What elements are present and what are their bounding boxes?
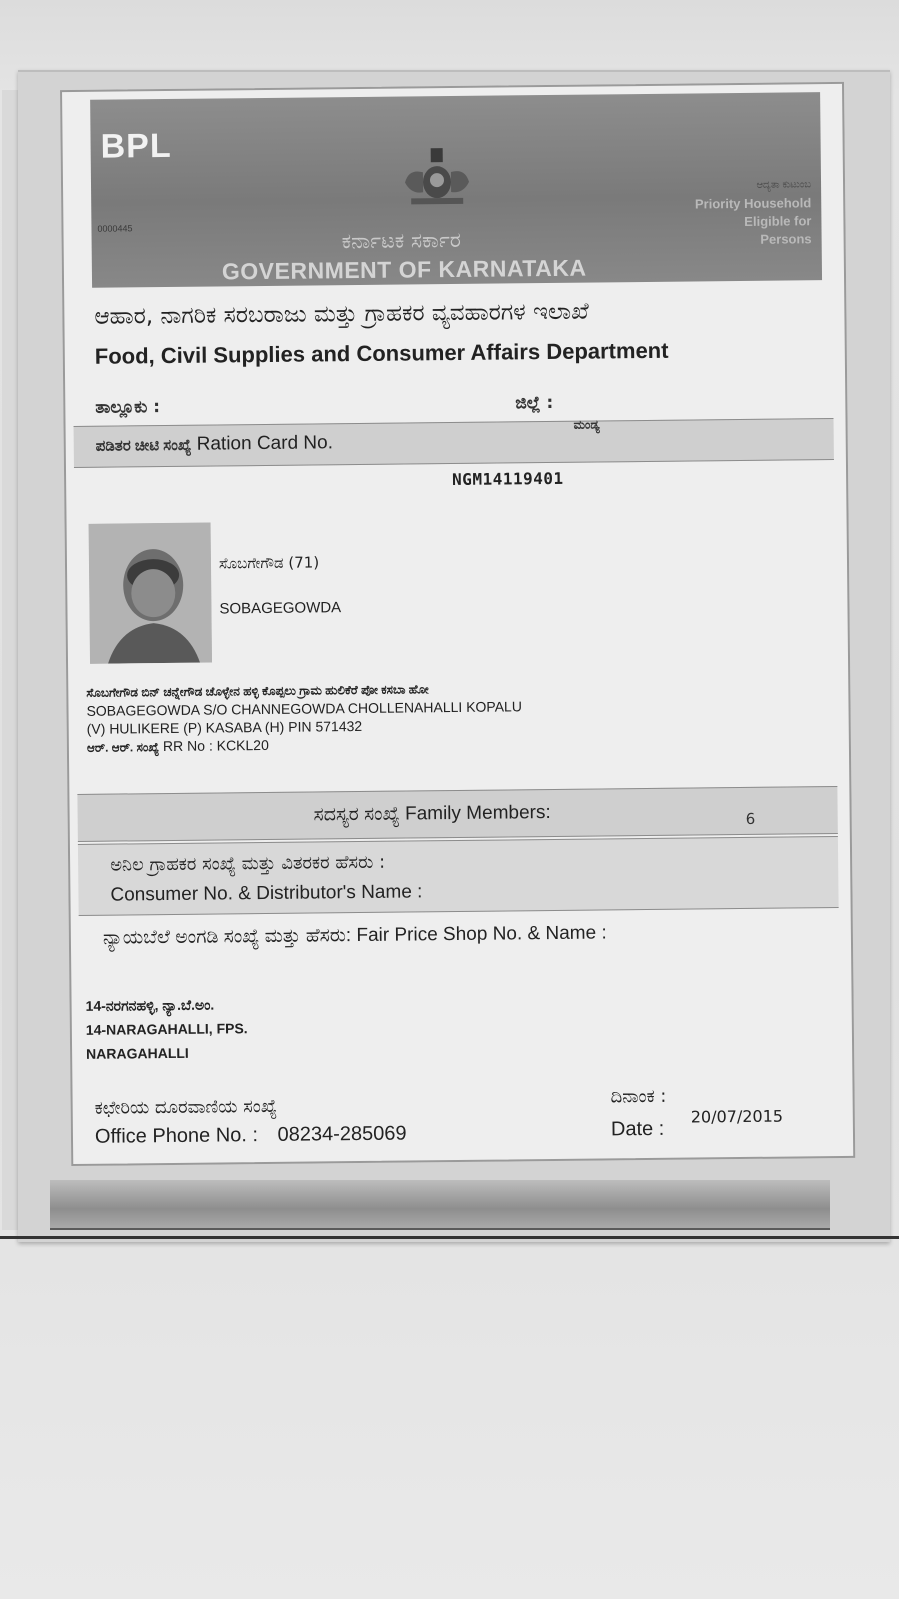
fps-line-3: NARAGAHALLI	[86, 1044, 189, 1062]
family-members-label-kannada: ಸದಸ್ಯರ ಸಂಖ್ಯೆ	[313, 803, 400, 826]
ration-card-label-english: Ration Card No.	[196, 432, 334, 455]
office-phone-number: 08234-285069	[277, 1122, 407, 1146]
priority-kannada: ಆದ್ಯತಾ ಕುಟುಂಬ	[756, 179, 812, 191]
priority-line-3: Persons	[760, 231, 812, 247]
consumer-label-kannada: ಅನಿಲ ಗ್ರಾಹಕರ ಸಂಖ್ಯೆ ಮತ್ತು ವಿತರಕರ ಹೆಸರು :	[110, 851, 386, 876]
district-label: ಜಿಲ್ಲೆ :	[515, 392, 554, 414]
holder-name-kannada: ಸೊಬಗೇಗೌಡ (71)	[218, 553, 320, 573]
consumer-band	[78, 836, 839, 916]
ration-card-label-kannada: ಪಡಿತರ ಚೀಟಿ ಸಂಖ್ಯೆ	[95, 436, 192, 455]
date-label-kannada: ದಿನಾಂಕ :	[610, 1085, 667, 1108]
card-header	[90, 92, 822, 288]
address-line-2: (V) HULIKERE (P) KASABA (H) PIN 571432	[86, 717, 363, 737]
govt-name-english: GOVERNMENT OF KARNATAKA	[221, 254, 587, 285]
office-phone-row	[95, 1123, 407, 1149]
fps-line-1: 14-ನರಗನಹಳ್ಳಿ, ನ್ಯಾ.ಬೆ.ಅಂ.	[85, 996, 215, 1014]
consumer-label-english: Consumer No. & Distributor's Name :	[110, 881, 423, 906]
date-label-english: Date :	[610, 1117, 665, 1141]
rr-label-kannada: ಆರ್. ಆರ್. ಸಂಖ್ಯೆ	[86, 740, 160, 755]
fair-price-shop-label-english: Fair Price Shop No. & Name :	[356, 922, 607, 947]
district-value: ಮಂಡ್ಯ	[573, 417, 600, 432]
ration-card-number: NGM14119401	[452, 468, 564, 490]
address-kannada: ಸೊಬಗೇಗೌಡ ಬಿನ್ ಚನ್ನೇಗೌಡ ಚೊಳ್ಳೇನ ಹಳ್ಳಿ ಕೊಪ್ಪಲು ಗ್ರಾಮ ಹುಲಿಕೆರೆ ಪೋ ಕಸಬಾ ಹೋ	[86, 682, 429, 700]
ration-card-label	[96, 432, 333, 456]
family-members-label	[314, 802, 551, 826]
paper-fold-line	[0, 1236, 899, 1239]
address-line-1: SOBAGEGOWDA S/O CHANNEGOWDA CHOLLENAHALLI KOPALU	[86, 698, 522, 719]
holder-photo-image	[89, 523, 212, 664]
holder-photo	[89, 523, 212, 664]
fps-line-2: 14-NARAGAHALLI, FPS.	[85, 1020, 248, 1038]
priority-line-2: Eligible for	[744, 213, 812, 229]
family-members-count: 6	[745, 809, 756, 828]
holder-address	[86, 676, 827, 757]
priority-household-stamp	[571, 176, 812, 251]
issue-date: 20/07/2015	[690, 1106, 784, 1127]
office-phone-label-kannada: ಕಛೇರಿಯ ದೂರವಾಣಿಯ ಸಂಖ್ಯೆ	[94, 1095, 278, 1119]
family-members-label-english: Family Members:	[404, 802, 551, 825]
taluk-label: ತಾಲ್ಲೂಕು :	[95, 397, 161, 418]
govt-name-kannada: ಕರ್ನಾಟಕ ಸರ್ಕಾರ	[341, 227, 462, 254]
fair-price-shop-label	[103, 922, 607, 949]
family-members-band	[77, 786, 837, 842]
holder-name-english: SOBAGEGOWDA	[219, 599, 342, 618]
serial-number: 0000445	[97, 223, 133, 234]
card-cover-bottom-strip	[50, 1180, 830, 1230]
fair-price-shop-label-kannada: ನ್ಯಾಯಬೆಲೆ ಅಂಗಡಿ ಸಂಖ್ಯೆ ಮತ್ತು ಹೆಸರು:	[102, 925, 352, 949]
rr-label-english: RR No : KCKL20	[162, 736, 269, 755]
fair-price-shop-details	[85, 992, 248, 1066]
department-english: Food, Civil Supplies and Consumer Affairs Department	[94, 337, 669, 369]
priority-line-1: Priority Household	[694, 195, 812, 212]
ration-card-band	[74, 418, 834, 468]
bpl-label: BPL	[100, 126, 172, 166]
karnataka-emblem-icon	[391, 142, 484, 213]
department-kannada: ಆಹಾರ, ನಾಗರಿಕ ಸರಬರಾಜು ಮತ್ತು ಗ್ರಾಹಕರ ವ್ಯವಹಾರಗಳ ಇಲಾಖೆ	[94, 298, 589, 330]
ration-card	[60, 82, 855, 1166]
office-phone-label-english: Office Phone No. :	[94, 1124, 259, 1148]
